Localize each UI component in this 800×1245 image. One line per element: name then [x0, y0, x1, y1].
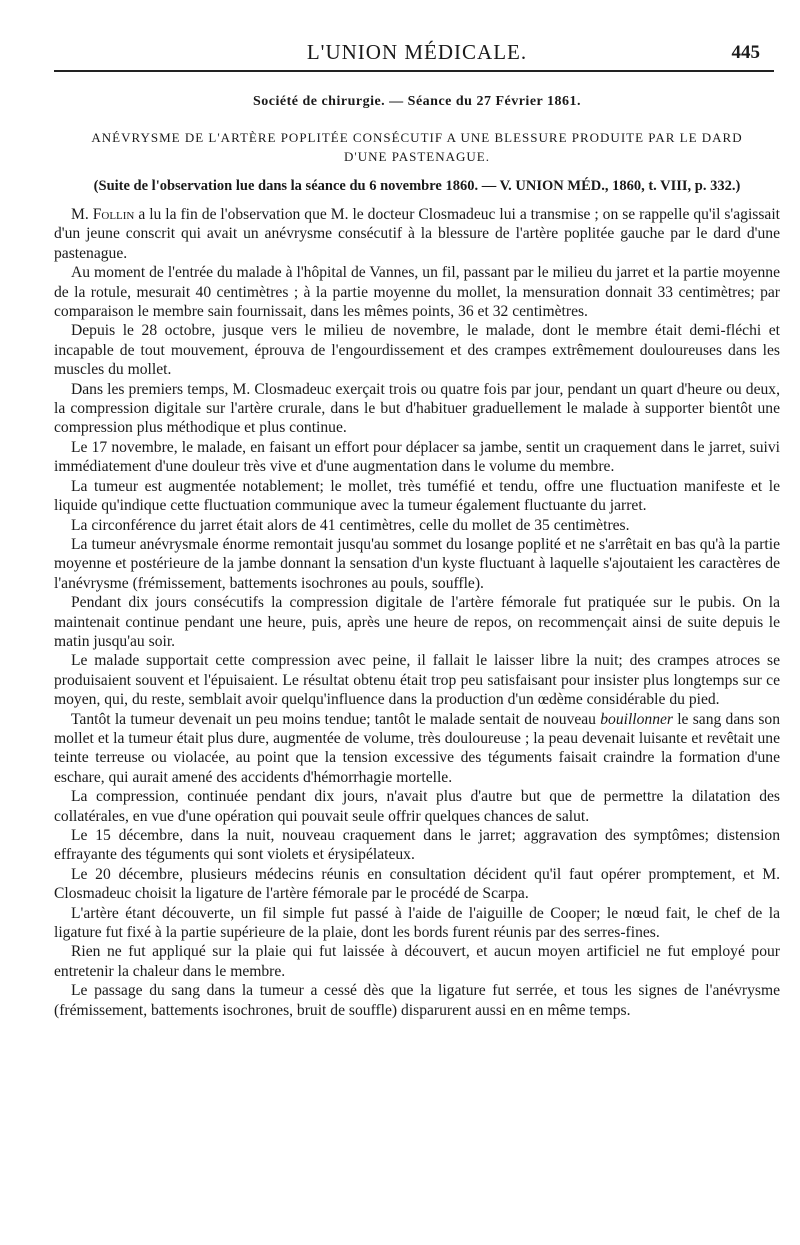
paragraph-6: La tumeur est augmentée notablement; le mollet, très tuméfié et tendu, offre une fluctuation manifeste et le liquide qu'indique cette fluctuation communique avec la tumeur également fluctuante du jarret. — [54, 477, 780, 515]
paragraph-8: La tumeur anévrysmale énorme remontait jusqu'au sommet du losange poplité et ne s'arrêtait en bas qu'à la partie moyenne et postérieure de la jambe donnant la sensation d'un kyste fluctuant à laquelle s'ajoutaient les caractères de l'anévrysme (frémissement, battements isochrones au pouls, souffle). — [54, 535, 780, 592]
author-name: M. Follin — [71, 206, 135, 223]
paragraph-2: Au moment de l'entrée du malade à l'hôpital de Vannes, un fil, passant par le milieu du jarret et la partie moyenne de la rotule, mesurait 40 centimètres ; à la partie moyenne du mollet, la mensuration donnait 33 centimètres; par comparaison le membre sain fournissait, dans les mêmes points, 36 et 32 centimètres. — [54, 264, 780, 321]
article-title-line-2: D'UNE PASTENAGUE. — [344, 149, 490, 164]
paragraph-3: Depuis le 28 octobre, jusque vers le milieu de novembre, le malade, dont le membre était demi-fléchi et incapable de tout mouvement, éprouva de l'engourdissement et des crampes extrêmement douloureuses dans les muscles du mollet. — [54, 322, 780, 379]
paragraph-1 — [54, 205, 780, 263]
paragraph-10: Le malade supportait cette compression avec peine, il fallait le laisser libre la nuit; des crampes atroces se produisaient souvent et l'épuisaient. Le résultat obtenu était trop peu satisfaisant pour insister plus longtemps sur ce moyen, qui, du reste, semblait avoir quelqu'influence dans la production d'un œdème considérable du pied. — [54, 652, 780, 709]
running-head — [54, 0, 780, 64]
paragraph-5: Le 17 novembre, le malade, en faisant un effort pour déplacer sa jambe, sentit un craquement dans le jarret, suivi immédiatement d'une douleur très vive et d'une augmentation dans le volume du membre. — [54, 438, 780, 476]
paragraph-7: La circonférence du jarret était alors de 41 centimètres, celle du mollet de 35 centimètres. — [71, 516, 630, 534]
paragraph-1-text: a lu la fin de l'observation que M. le docteur Closmadeuc lui a transmise ; on se rappelle qu'il s'agissait d'un jeune conscrit qui avait un anévrysme consécutif à la blessure de l'artère poplitée gauche par le dard d'une pastenague. — [54, 206, 780, 262]
paragraph-4: Dans les premiers temps, M. Closmadeuc exerçait trois ou quatre fois par jour, pendant un quart d'heure ou deux, la compression digitale sur l'artère crurale, dans le but d'habituer graduellement le malade à supporter bientôt une compression plus méthodique et plus continue. — [54, 380, 780, 437]
paragraph-13: Le 15 décembre, dans la nuit, nouveau craquement dans le jarret; aggravation des symptômes; distension effrayante des téguments qui sont violets et érysipélateux. — [54, 827, 780, 864]
running-title: L'UNION MÉDICALE. — [306, 40, 528, 64]
paragraph-15: L'artère étant découverte, un fil simple fut passé à l'aide de l'aiguille de Cooper; le nœud fait, le chef de la ligature fut fixé à la partie supérieure de la plaie, dont les bords furent réunis par des serres-fines. — [54, 904, 780, 942]
italic-word: bouillonner — [600, 710, 673, 728]
paragraph-11-text-a: Tantôt la tumeur devenait un peu moins tendue; tantôt le malade sentait de nouveau — [71, 710, 601, 728]
source-note: (Suite de l'observation lue dans la séance du 6 novembre 1860. — V. UNION MÉD., 1860, t. VIII, p. 332.) — [93, 178, 741, 194]
paragraph-14: Le 20 décembre, plusieurs médecins réunis en consultation décident qu'il faut opérer promptement, et M. Closmadeuc choisit la ligature de l'artère fémorale par le procédé de Scarpa. — [54, 865, 780, 903]
article-body — [54, 205, 780, 1020]
paragraph-9: Pendant dix jours consécutifs la compression digitale de l'artère fémorale fut pratiquée sur le pubis. On la maintenait continue pendant une heure, puis, après une heure de repos, on recommençait ainsi de suite depuis le matin jusqu'au soir. — [54, 594, 780, 650]
paragraph-17: Le passage du sang dans la tumeur a cessé dès que la ligature fut serrée, et tous les signes de l'anévrysme (frémissement, battements isochrones, bruit de souffle) disparurent aussi en en même temps. — [54, 982, 780, 1019]
paragraph-16: Rien ne fut appliqué sur la plaie qui fut laissée à découvert, et aucun moyen artificiel ne fut employé pour entretenir la chaleur dans le membre. — [54, 943, 780, 980]
article-title — [54, 128, 780, 166]
paragraph-11-text-b: le sang dans son mollet et la tumeur était plus dure, augmentée de volume, très douloureuse ; la peau devenait luisante et revêtait une teinte terreuse ou violacée, au point que la tension excessive des téguments faisait craindre la formation d'une eschare, qui aurait amené des accidents d'hémorrhagie mortelle. — [54, 710, 780, 786]
article-title-line-1: ANÉVRYSME DE L'ARTÈRE POPLITÉE CONSÉCUTIF A UNE BLESSURE PRODUITE PAR LE DARD — [91, 130, 743, 145]
society-heading: Société de chirurgie. — Séance du 27 Février 1861. — [252, 94, 582, 109]
header-rule — [54, 70, 774, 72]
paragraph-12: La compression, continuée pendant dix jours, n'avait plus d'autre but que de permettre la dilatation des collatérales, en vue d'une opération qui pouvait seule offrir quelques chances de salut. — [54, 788, 780, 825]
page-number: 445 — [731, 42, 760, 63]
paragraph-11 — [54, 710, 780, 788]
